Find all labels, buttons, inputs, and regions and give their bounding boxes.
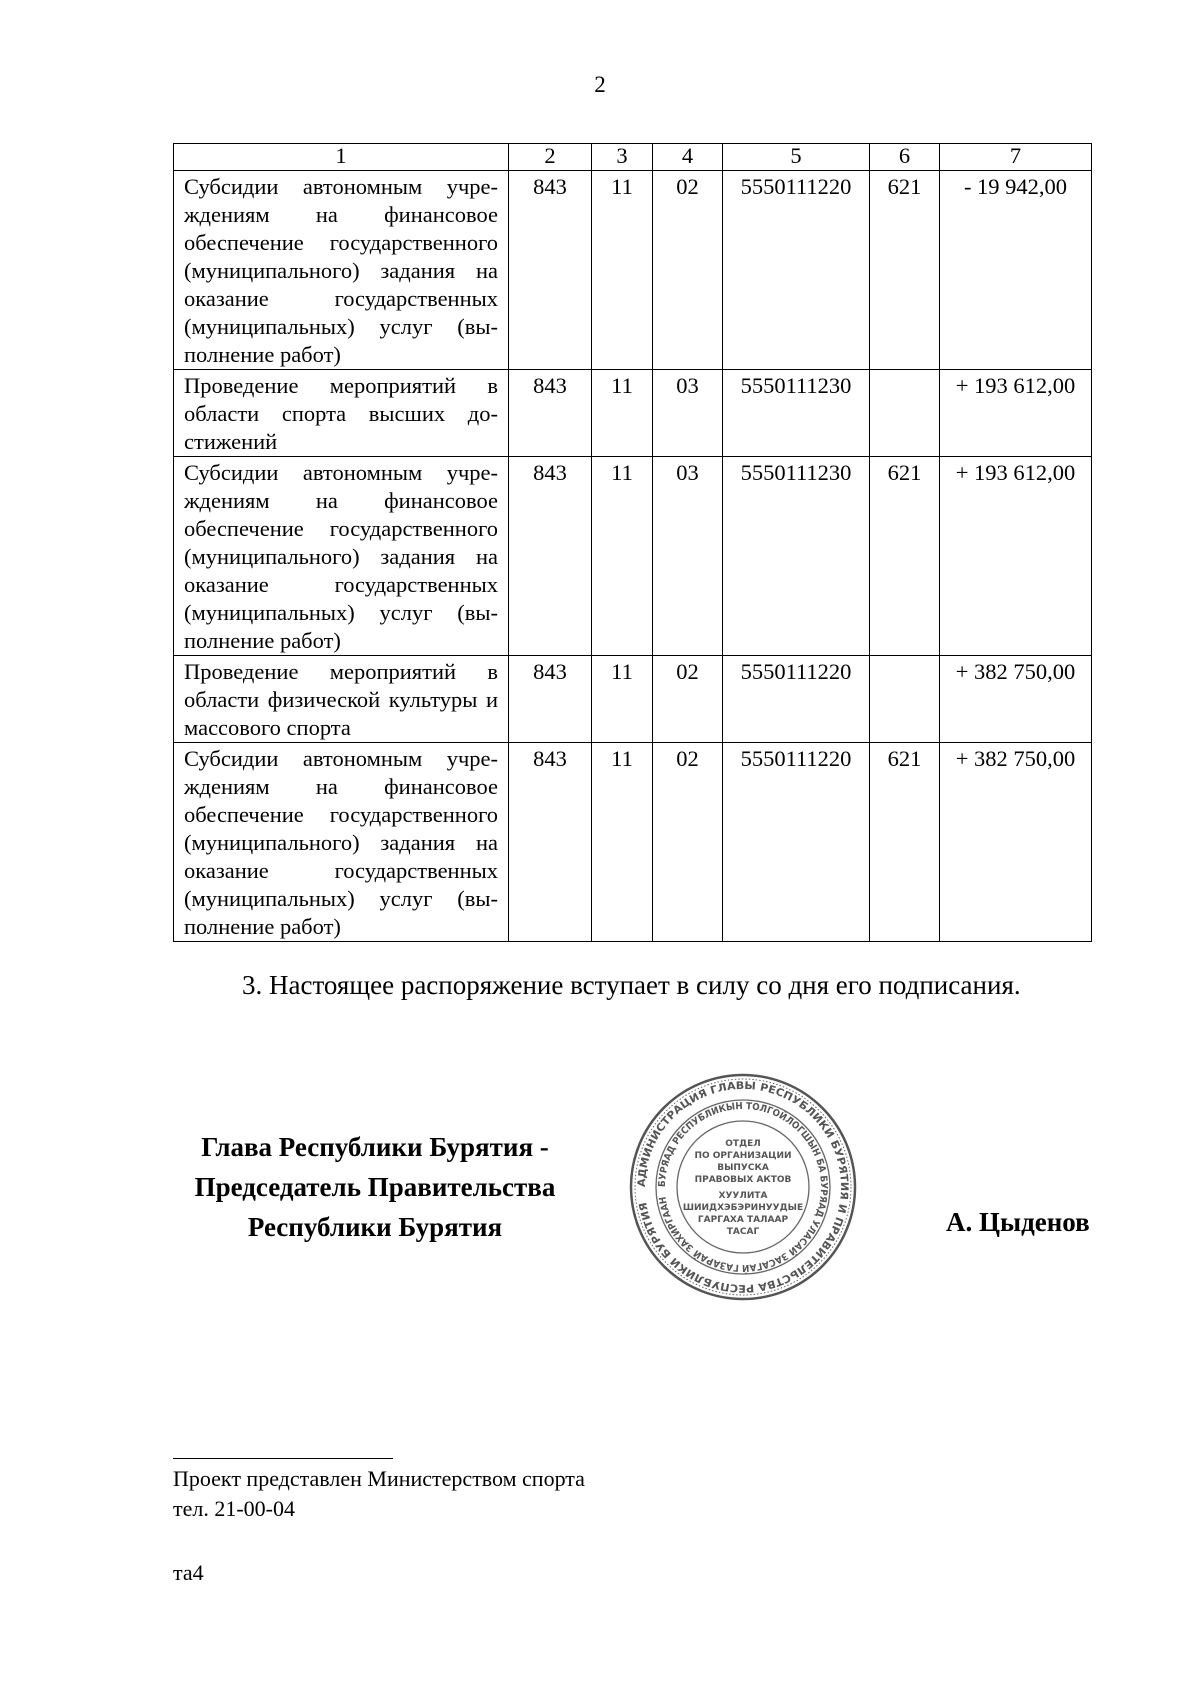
budget-table [173,143,1092,942]
header-cell-1: 1 [174,144,509,171]
table-row [174,743,1092,942]
expense-type-cell: 621 [870,743,940,942]
expense-name-cell: Субсидии автономным учреждениям на финансовое обеспечение государственного (муниципального) задания на оказание государственных (муниципальных) услуг (выполнение работ) [174,743,509,942]
footnote-line-2: тел. 21-00-04 [173,1496,296,1521]
footnote-line-1: Проект представлен Министерством спорта [173,1466,585,1491]
section-code-cell: 11 [592,743,653,942]
ministry-code-cell: 843 [509,656,592,743]
seal-center-line: ПО ОРГАНИЗАЦИИ [694,1151,792,1161]
seal-center-line: ВЫПУСКА [717,1163,769,1173]
target-code-cell: 5550111230 [723,370,870,457]
document-code: та4 [173,1560,204,1585]
header-cell-5: 5 [723,144,870,171]
expense-name-cell: Проведение мероприятий в области спорта высших достижений [174,370,509,457]
header-cell-7: 7 [940,144,1092,171]
subsection-code-cell: 02 [653,171,723,370]
section-code-cell: 11 [592,457,653,656]
seal-center-line: ХУУЛИТА [718,1191,768,1201]
seal-center-line: ОТДЕЛ [725,1139,761,1149]
section-code-cell: 11 [592,656,653,743]
subsection-code-cell: 03 [653,370,723,457]
amount-cell: - 19 942,00 [940,171,1092,370]
ministry-code-cell: 843 [509,370,592,457]
expense-name-cell: Субсидии автономным учреждениям на финансовое обеспечение государственного (муниципального) задания на оказание государственных (муниципальных) услуг (выполнение работ) [174,171,509,370]
ministry-code-cell: 843 [509,743,592,942]
expense-name-cell: Субсидии автономным учреждениям на финансовое обеспечение государственного (муниципального) задания на оказание государственных (муниципальных) услуг (выполнение работ) [174,457,509,656]
signer-name: А. Цыденов [946,1207,1090,1237]
footnote-divider [173,1458,393,1459]
amount-cell: + 382 750,00 [940,656,1092,743]
official-seal [628,1072,858,1302]
table-row [174,656,1092,743]
amount-cell: + 193 612,00 [940,370,1092,457]
table-row [174,457,1092,656]
header-cell-6: 6 [870,144,940,171]
seal-middle-text: БУРЯАД РЕСПУБЛИКЫН ТОЛГОЙЛОГШЫН БА БУРЯАД УЛАСАЙ ЗАСАГАЙ ГАЗАРАЙ ЗАХИРГААН [656,1100,830,1274]
section-code-cell: 11 [592,370,653,457]
table-row [174,171,1092,370]
expense-type-cell: 621 [870,457,940,656]
seal-center-line: ТАСАГ [726,1227,760,1237]
svg-text:БУРЯАД РЕСПУБЛИКЫН ТОЛГОЙЛОГШЫ [657,1101,829,1274]
expense-type-cell [870,656,940,743]
seal-center-line: ПРАВОВЫХ АКТОВ [694,1175,792,1185]
target-code-cell: 5550111220 [723,656,870,743]
header-cell-4: 4 [653,144,723,171]
seal-outer-text: АДМИНИСТРАЦИЯ ГЛАВЫ РЕСПУБЛИКИ БУРЯТИЯ И ПРАВИТЕЛЬСТВА РЕСПУБЛИКИ БУРЯТИЯ [635,1079,851,1295]
ministry-code-cell: 843 [509,171,592,370]
seal-center-line: ГАРГАХА ТАЛААР [697,1215,789,1225]
table-row [174,370,1092,457]
subsection-code-cell: 02 [653,743,723,942]
expense-type-cell: 621 [870,171,940,370]
section-code-cell: 11 [592,171,653,370]
table-header-row [174,144,1092,171]
subsection-code-cell: 02 [653,656,723,743]
amount-cell: + 382 750,00 [940,743,1092,942]
footnote [173,1464,585,1524]
amount-cell: + 193 612,00 [940,457,1092,656]
page-number: 2 [594,72,606,97]
official-title [170,1127,580,1247]
official-title-line: Председатель Правительства [194,1172,556,1202]
expense-name-cell: Проведение мероприятий в области физической культуры и массового спорта [174,656,509,743]
subsection-code-cell: 03 [653,457,723,656]
header-cell-3: 3 [592,144,653,171]
target-code-cell: 5550111220 [723,743,870,942]
target-code-cell: 5550111230 [723,457,870,656]
target-code-cell: 5550111220 [723,171,870,370]
header-cell-2: 2 [509,144,592,171]
ministry-code-cell: 843 [509,457,592,656]
official-title-line: Глава Республики Бурятия - [201,1132,549,1162]
seal-center-line: ШИИДХЭБЭРИНУУДЫЕ [682,1203,804,1213]
expense-type-cell [870,370,940,457]
official-title-line: Республики Бурятия [247,1212,503,1242]
effective-date-clause: 3. Настоящее распоряжение вступает в силу со дня его подписания. [242,970,1021,1000]
